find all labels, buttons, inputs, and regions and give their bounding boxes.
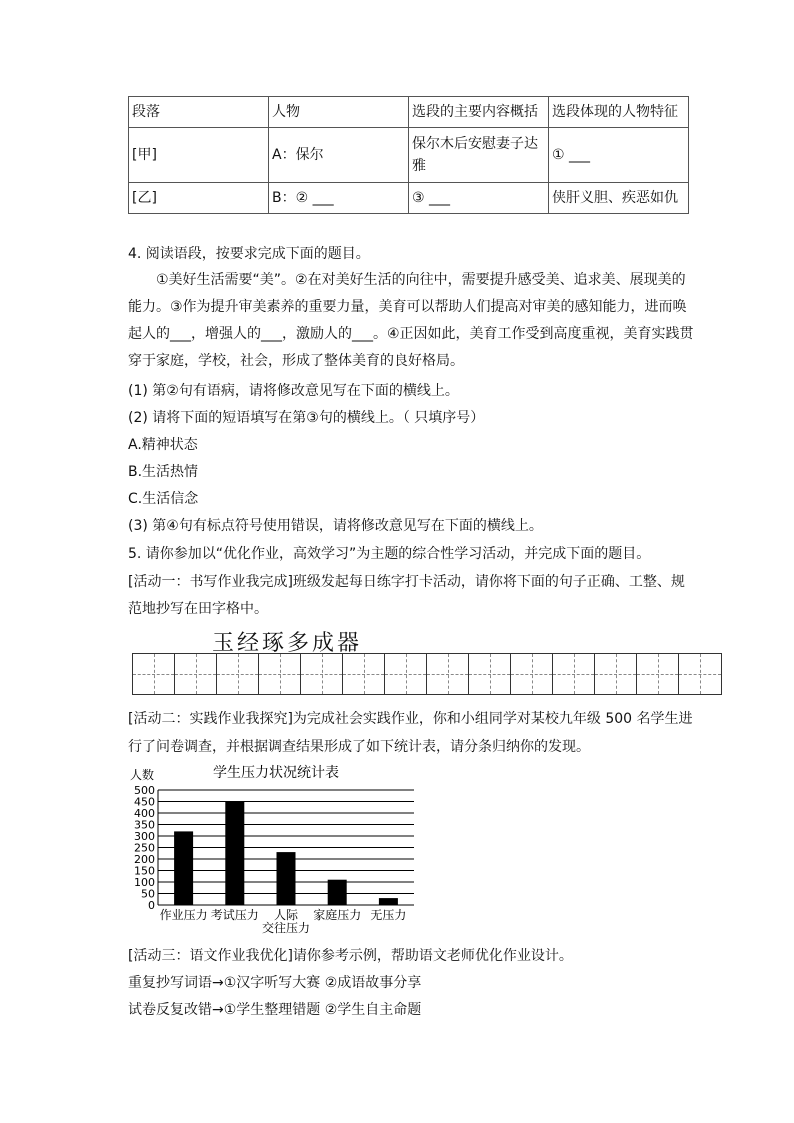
tianzige-cell[interactable] [133, 654, 175, 694]
tianzige-cell[interactable] [553, 654, 595, 694]
question-4-sub2: (2) 请将下面的短语填写在第③句的横线上。（ 只填序号） [128, 410, 485, 426]
tianzige-cell[interactable] [343, 654, 385, 694]
question-4-title: 4. 阅读语段，按要求完成下面的题目。 [128, 246, 370, 262]
table-cell: 保尔木后安慰妻子达雅 [409, 128, 549, 183]
bar [225, 802, 244, 906]
table-header-cell: 选段的主要内容概括 [409, 97, 549, 128]
activity-1-line1: [活动一：书写作业我完成]班级发起每日练字打卡活动，请你将下面的句子正确、工整、规 [128, 574, 685, 590]
y-tick-label: 100 [134, 876, 155, 889]
x-tick-label: 考试压力 [210, 908, 259, 922]
tianzige-cell[interactable] [385, 654, 427, 694]
chart-y-ticks [134, 784, 155, 912]
y-tick-label: 500 [134, 784, 155, 797]
y-tick-label: 350 [134, 818, 155, 832]
x-tick-label: 人际 [273, 908, 299, 922]
chart-bars [174, 802, 398, 906]
activity-3-line3: 试卷反复改错→①学生整理错题 ②学生自主命题 [128, 1002, 422, 1018]
y-tick-label: 450 [134, 795, 155, 809]
table-cell: A：保尔 [269, 128, 409, 183]
tianzige-cell[interactable] [679, 654, 721, 694]
tianzige-cell[interactable] [469, 654, 511, 694]
option-c: C.生活信念 [128, 491, 199, 507]
tianzige-cell[interactable] [301, 654, 343, 694]
chart-ylabel: 人数 [130, 768, 155, 782]
activity-3-line1: [活动三：语文作业我优化]请你参考示例，帮助语文老师优化作业设计。 [128, 948, 573, 964]
y-tick-label: 250 [134, 841, 155, 855]
tianzige-cell[interactable] [175, 654, 217, 694]
y-tick-label: 300 [134, 830, 155, 843]
question-4-sub1: (1) 第②句有语病，请将修改意见写在下面的横线上。 [128, 383, 459, 399]
table-header-cell: 段落 [129, 97, 269, 128]
option-a: A.精神状态 [128, 437, 198, 453]
question-4-paragraph: ①美好生活需要“美”。②在对美好生活的向往中，需要提升感受美、追求美、展现美的能力。③作为提升审美素养的重要力量，美育可以帮助人们提高对审美的感知能力，进而唤起人的___，增强人的___，激励人的___。④正因如此，美育工作受到高度重视，美育实践贯穿于家庭，学校，社会，形成了整体美育的良好格局。 [128, 272, 694, 369]
activity-2-line1: [活动二：实践作业我探究]为完成社会实践作业，你和小组同学对某校九年级 500 名学生进 [128, 711, 693, 727]
tianzige-cell[interactable] [217, 654, 259, 694]
chart-title: 学生压力状况统计表 [213, 765, 339, 781]
table-cell: ③ ___ [409, 183, 549, 214]
question-5-title: 5. 请你参加以“优化作业，高效学习”为主题的综合性学习活动，并完成下面的题目。 [128, 546, 651, 562]
bar [379, 898, 398, 905]
table-header-cell: 人物 [269, 97, 409, 128]
table-cell: [乙] [129, 183, 269, 214]
x-tick-label: 家庭压力 [313, 908, 362, 922]
x-tick-label: 交往压力 [261, 921, 311, 935]
option-b: B.生活热情 [128, 464, 199, 480]
table-header-cell: 选段体现的人物特征 [549, 97, 689, 128]
table-cell: ① ___ [549, 128, 689, 183]
y-tick-label: 200 [134, 853, 155, 866]
table-header-row [129, 97, 689, 128]
y-tick-label: 150 [134, 864, 155, 878]
x-tick-label: 作业压力 [159, 908, 208, 922]
activity-1-line2: 范地抄写在田字格中。 [128, 601, 268, 617]
character-table [128, 96, 689, 214]
y-tick-label: 50 [141, 887, 155, 901]
table-cell: [甲] [129, 128, 269, 183]
bar [174, 831, 193, 905]
x-tick-label: 无压力 [370, 908, 407, 922]
y-tick-label: 0 [148, 899, 155, 912]
tianzige-cell[interactable] [595, 654, 637, 694]
bar [328, 880, 347, 905]
table-row [129, 183, 689, 214]
table-cell: B：② ___ [269, 183, 409, 214]
copy-sentence: 玉经琢多成器 [212, 631, 363, 656]
table-row [129, 128, 689, 183]
pressure-bar-chart [128, 760, 428, 938]
bar [277, 852, 296, 905]
tianzige-cell[interactable] [637, 654, 679, 694]
question-4-sub3: (3) 第④句有标点符号使用错误，请将修改意见写在下面的横线上。 [128, 518, 543, 534]
tianzige-grid[interactable] [132, 653, 722, 695]
tianzige-cell[interactable] [511, 654, 553, 694]
table-cell: 侠肝义胆、疾恶如仇 [549, 183, 689, 214]
tianzige-cell[interactable] [259, 654, 301, 694]
tianzige-cell[interactable] [427, 654, 469, 694]
activity-2-line2: 行了问卷调查，并根据调查结果形成了如下统计表，请分条归纳你的发现。 [128, 739, 590, 755]
y-tick-label: 400 [134, 807, 155, 820]
chart-x-labels [160, 907, 407, 935]
activity-3-line2: 重复抄写词语→①汉字听写大赛 ②成语故事分享 [128, 975, 422, 991]
